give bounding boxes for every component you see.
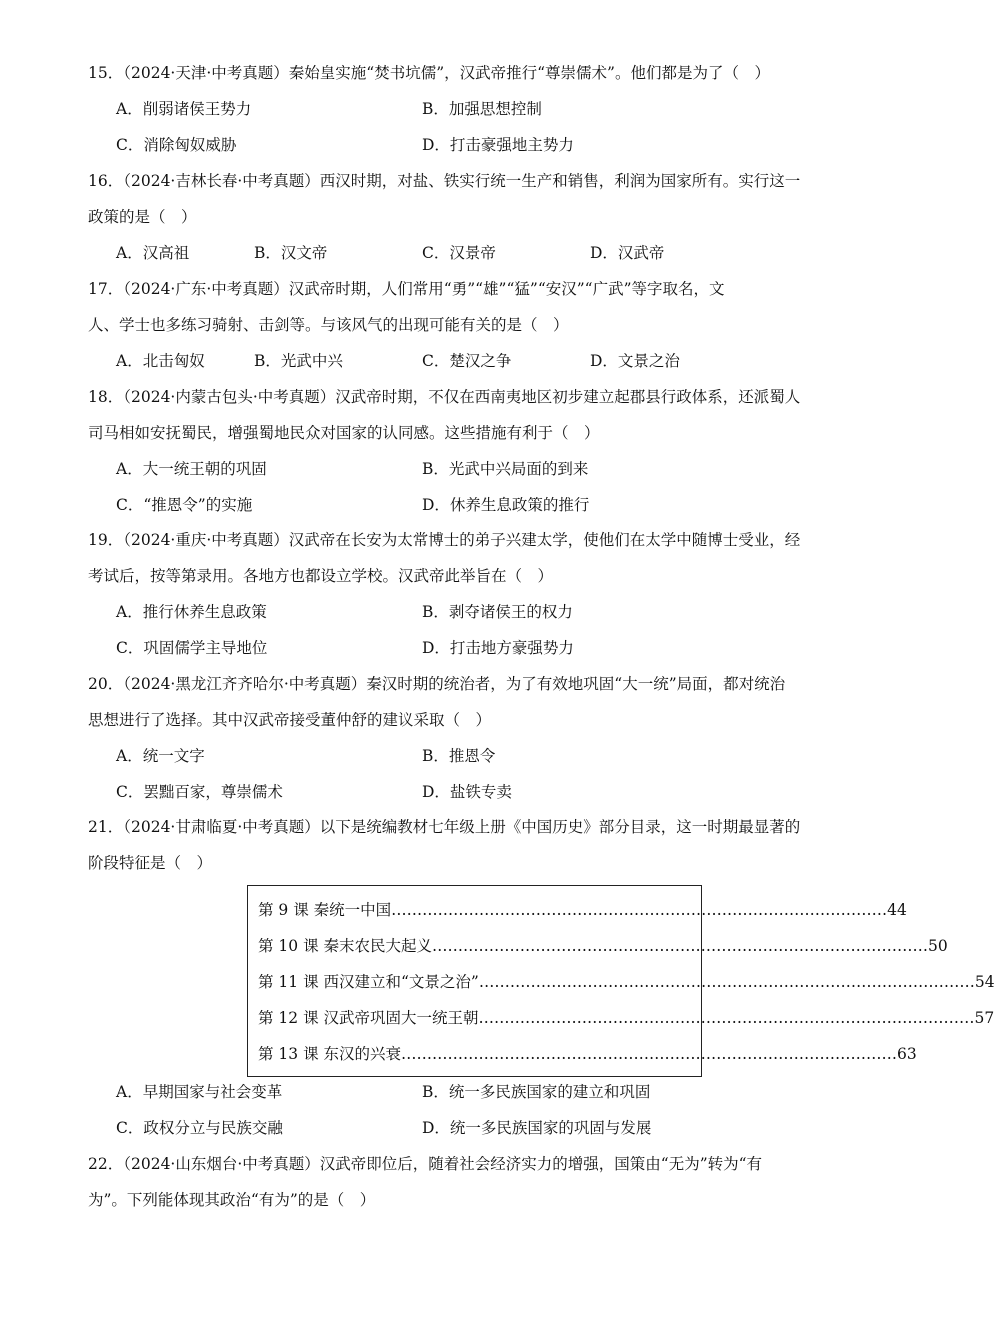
- question-17: [88, 271, 863, 379]
- question-20: [88, 666, 863, 810]
- question-21: [88, 809, 863, 881]
- toc-row: 第 13 课 东汉的兴衰 …………………………………………………………………………………… 63: [258, 1036, 691, 1072]
- option-b: B．统一多民族国家的建立和巩固: [422, 1083, 651, 1101]
- toc-leader: ……………………………………………………………………………………: [401, 1045, 898, 1063]
- question-16: [88, 163, 863, 271]
- toc-leader: ……………………………………………………………………………………: [391, 901, 888, 919]
- question-text: 15．（2024·天津·中考真题）秦始皇实施“焚书坑儒”，汉武帝推行“尊崇儒术”。他们都是为了（ ）: [88, 64, 770, 82]
- options-row: [88, 774, 863, 810]
- option-c: C．罢黜百家，尊崇儒术: [116, 783, 283, 801]
- option-b: B．剥夺诸侯王的权力: [422, 603, 573, 621]
- question-text-cont: 人、学士也多练习骑射、击剑等。与该风气的出现可能有关的是（ ）: [88, 316, 569, 334]
- toc-leader: ……………………………………………………………………………………: [478, 1009, 975, 1027]
- option-d: D．打击豪强地主势力: [422, 136, 574, 154]
- question-text: 18．（2024·内蒙古包头·中考真题）汉武帝时期，不仅在西南夷地区初步建立起郡县行政体系，还派蜀人: [88, 388, 801, 406]
- options-row: [88, 738, 863, 774]
- question-text: 19．（2024·重庆·中考真题）汉武帝在长安为太常博士的弟子兴建太学，使他们在太学中随博士受业，经: [88, 531, 801, 549]
- option-b: B．推恩令: [422, 747, 496, 765]
- option-c: C．“推恩令”的实施: [116, 496, 253, 514]
- option-a: A．大一统王朝的巩固: [116, 460, 267, 478]
- question-text: 21．（2024·甘肃临夏·中考真题）以下是统编教材七年级上册《中国历史》部分目录，这一时期最显著的: [88, 818, 801, 836]
- options-row: [88, 1074, 863, 1110]
- question-15: [88, 55, 863, 163]
- option-b: B．汉文帝: [254, 244, 328, 262]
- question-text-cont: 阶段特征是（ ）: [88, 854, 213, 872]
- option-d: D．打击地方豪强势力: [422, 639, 574, 657]
- toc-leader: ……………………………………………………………………………………: [432, 937, 929, 955]
- option-d: D．文景之治: [590, 352, 680, 370]
- question-text-cont: 政策的是（ ）: [88, 208, 197, 226]
- option-d: D．休养生息政策的推行: [422, 496, 590, 514]
- option-a: A．北击匈奴: [116, 352, 205, 370]
- option-c: C．楚汉之争: [422, 352, 512, 370]
- options-row: [88, 343, 863, 379]
- option-c: C．消除匈奴威胁: [116, 136, 237, 154]
- question-19: [88, 522, 863, 666]
- option-d: D．统一多民族国家的巩固与发展: [422, 1119, 652, 1137]
- toc-row: 第 10 课 秦末农民大起义 …………………………………………………………………………………… 50: [258, 928, 691, 964]
- question-text: 17．（2024·广东·中考真题）汉武帝时期，人们常用“勇”“雄”“猛”“安汉”“广武”等字取名，文: [88, 280, 725, 298]
- option-b: B．光武中兴局面的到来: [422, 460, 589, 478]
- options-row: [88, 91, 863, 127]
- option-d: D．盐铁专卖: [422, 783, 512, 801]
- question-text-cont: 思想进行了选择。其中汉武帝接受董仲舒的建议采取（ ）: [88, 711, 492, 729]
- question-text-cont: 为”。下列能体现其政治“有为”的是（ ）: [88, 1191, 376, 1209]
- options-row: [88, 235, 863, 271]
- question-text: 22．（2024·山东烟台·中考真题）汉武帝即位后，随着社会经济实力的增强，国策由“无为”转为“有: [88, 1155, 763, 1173]
- options-row: [88, 1110, 863, 1146]
- option-a: A．早期国家与社会变革: [116, 1083, 283, 1101]
- table-of-contents-box: [247, 885, 995, 1077]
- option-c: C．汉景帝: [422, 244, 496, 262]
- option-b: B．光武中兴: [254, 352, 343, 370]
- option-a: A．推行休养生息政策: [116, 603, 267, 621]
- toc-row: 第 11 课 西汉建立和“文景之治” …………………………………………………………………………………… 54: [258, 964, 691, 1000]
- options-row: [88, 127, 863, 163]
- option-a: A．削弱诸侯王势力: [116, 100, 252, 118]
- options-row: [88, 630, 863, 666]
- options-row: [88, 487, 863, 523]
- toc-row: 第 9 课 秦统一中国 …………………………………………………………………………………… 44: [258, 892, 691, 928]
- option-a: A．汉高祖: [116, 244, 190, 262]
- question-text-cont: 考试后，按等第录用。各地方也都设立学校。汉武帝此举旨在（ ）: [88, 567, 554, 585]
- option-d: D．汉武帝: [590, 244, 665, 262]
- question-22: [88, 1146, 863, 1218]
- options-row: [88, 451, 863, 487]
- question-text: 20．（2024·黑龙江齐齐哈尔·中考真题）秦汉时期的统治者，为了有效地巩固“大一统”局面，都对统治: [88, 675, 786, 693]
- option-c: C．巩固儒学主导地位: [116, 639, 268, 657]
- question-18: [88, 379, 863, 523]
- option-a: A．统一文字: [116, 747, 205, 765]
- options-row: [88, 594, 863, 630]
- toc-leader: ……………………………………………………………………………………: [478, 973, 975, 991]
- option-c: C．政权分立与民族交融: [116, 1119, 283, 1137]
- question-text: 16．（2024·吉林长春·中考真题）西汉时期，对盐、铁实行统一生产和销售，利润为国家所有。实行这一: [88, 172, 801, 190]
- question-21-options: [88, 1074, 863, 1146]
- toc-row: 第 12 课 汉武帝巩固大一统王朝 …………………………………………………………………………………… 57: [258, 1000, 691, 1036]
- question-text-cont: 司马相如安抚蜀民，增强蜀地民众对国家的认同感。这些措施有利于（ ）: [88, 424, 600, 442]
- option-b: B．加强思想控制: [422, 100, 542, 118]
